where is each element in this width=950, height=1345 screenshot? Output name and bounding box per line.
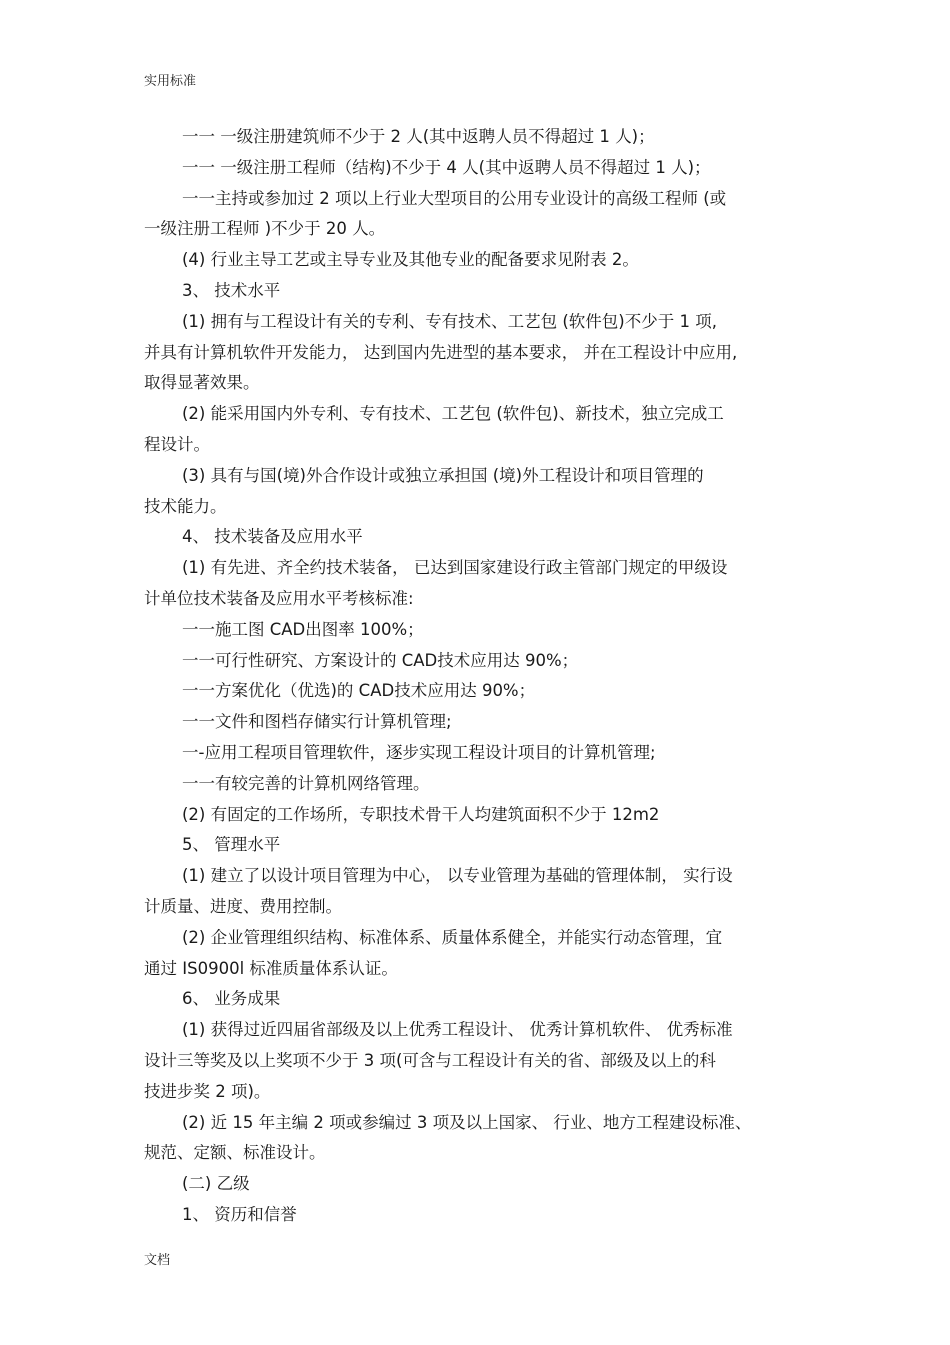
text-line: 计质量、进度、费用控制。	[144, 896, 342, 916]
text-line: 5、 管理水平	[182, 835, 281, 855]
text-line: 一一 一级注册工程师（结构)不少于 4 人(其中返聘人员不得超过 1 人)；	[182, 157, 711, 177]
text-line: 设计三等奖及以上奖项不少于 3 项(可含与工程设计有关的省、部级及以上的科	[144, 1050, 716, 1070]
text-line: (1) 有先进、齐全约技术装备， 已达到国家建设行政主管部门规定的甲级设	[182, 558, 728, 578]
text-line: 程设计。	[144, 434, 210, 454]
text-line: 3、 技术水平	[182, 280, 281, 300]
text-line: 一一主持或参加过 2 项以上行业大型项目的公用专业设计的高级工程师 (或	[182, 188, 727, 208]
text-line: (2) 近 15 年主编 2 项或参编过 3 项及以上国家、 行业、地方工程建设标准、	[182, 1112, 752, 1132]
text-line: (1) 拥有与工程设计有关的专利、专有技术、工艺包 (软件包)不少于 1 项,	[182, 311, 717, 331]
text-line: (2) 有固定的工作场所，专职技术骨干人均建筑面积不少于 12m2	[182, 804, 660, 824]
text-line: 一一施工图 CAD出图率 100%；	[182, 619, 424, 639]
page-footer: 文档	[144, 1253, 171, 1268]
text-line: (1) 获得过近四届省部级及以上优秀工程设计、 优秀计算机软件、 优秀标准	[182, 1020, 733, 1040]
text-line: (3) 具有与国(境)外合作设计或独立承担国 (境)外工程设计和项目管理的	[182, 465, 704, 485]
text-line: 一一可行性研究、方案设计的 CAD技术应用达 90%；	[182, 650, 579, 670]
page-header: 实用标准	[144, 74, 197, 89]
text-line: 技术能力。	[144, 496, 227, 516]
text-line: 一一文件和图档存储实行计算机管理;	[182, 712, 452, 732]
text-line: 一-应用工程项目管理软件，逐步实现工程设计项目的计算机管理;	[182, 742, 656, 762]
text-line: 6、 业务成果	[182, 989, 281, 1009]
text-line: 一一 一级注册建筑师不少于 2 人(其中返聘人员不得超过 1 人)；	[182, 127, 655, 146]
text-line: 一级注册工程师 )不少于 20 人。	[144, 219, 386, 239]
text-line: 4、 技术装备及应用水平	[182, 527, 363, 547]
text-line: 取得显著效果。	[144, 373, 260, 393]
text-line: 技进步奖 2 项)。	[144, 1081, 271, 1101]
document-body	[144, 122, 809, 1231]
text-line: 计单位技术装备及应用水平考核标准:	[144, 588, 414, 608]
text-line: 并具有计算机软件开发能力， 达到国内先进型的基本要求， 并在工程设计中应用,	[144, 342, 738, 362]
text-line: (2) 企业管理组织结构、标准体系、质量体系健全，并能实行动态管理，宜	[182, 927, 723, 947]
text-line: 规范、定额、标准设计。	[144, 1143, 326, 1163]
text-line: 一一方案优化（优选)的 CAD技术应用达 90%；	[182, 681, 536, 701]
text-line: (4) 行业主导工艺或主导专业及其他专业的配备要求见附表 2。	[182, 250, 639, 270]
text-line: (二) 乙级	[182, 1174, 250, 1194]
text-line: 通过 IS0900l 标准质量体系认证。	[144, 958, 398, 978]
text-line: 一一有较完善的计算机网络管理。	[182, 773, 430, 793]
text-line: (2) 能采用国内外专利、专有技术、工艺包 (软件包)、新技术，独立完成工	[182, 404, 724, 424]
text-line: 1、 资历和信誉	[182, 1204, 297, 1224]
text-line: (1) 建立了以设计项目管理为中心， 以专业管理为基础的管理体制， 实行设	[182, 866, 733, 886]
